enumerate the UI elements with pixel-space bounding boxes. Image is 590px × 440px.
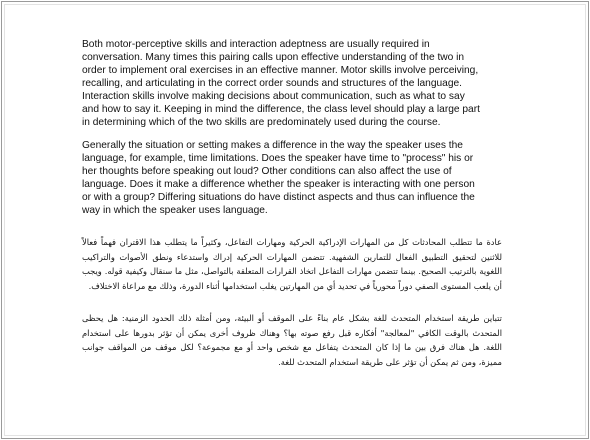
- english-paragraph-2: Generally the situation or setting makes a difference in the way the speaker uses the language, for example, time limitations. Does the speaker have time to "process" his or her thoughts before speaking out loud? Other conditions can also affect the use of language. Does it make a difference whether the speaker is interacting with one person or with a group? Differing situations do have distinct aspects and thus can influence the way in which the speaker uses language.: [82, 140, 475, 217]
- document-page: [1, 1, 589, 439]
- arabic-paragraph-2: تتباين طريقة استخدام المتحدث للغة بشكل عام بناءً على الموقف أو البيئة، ومن أمثلة ذلك الحدود الزمنية: هل يحظى المتحدث بالوقت الكافي "لمعالجة" أفكاره قبل رفع صوته بها؟ وهناك ظروف أخرى يمكن أن تؤثر بدورها على استخدام اللغة. هل هناك فرق بين ما إذا كان المتحدث يتفاعل مع شخص واحد أو مع مجموعة؟ لكل موقف من المواقف جوانب مميزة، ومن ثم يمكن أن تؤثر على طريقة استخدام المتحدث للغة.: [82, 313, 502, 367]
- arabic-paragraph-1: عادة ما تتطلب المحادثات كل من المهارات الإدراكية الحركية ومهارات التفاعل، وكثيراً ما يتطلب هذا الاقتران فهماً فعالاً للاثنين لتحقيق التطبيق الفعال للتمارين الشفهية. تتضمن المهارات الحركية إدراك واستدعاء ونطق الأصوات والتراكيب اللغوية بالترتيب الصحيح. بينما تتضمن مهارات التفاعل اتخاذ القرارات المتعلقة بالتواصل، مثل ما سنقال وكيفية قوله. ويجب أن يلعب المستوى الصفي دوراً محورياً في تحديد أي من المهارتين يغلب استخدامها أثناء الدورة، وذلك مع مراعاة الاختلاف.: [82, 237, 502, 291]
- english-paragraph-1: Both motor-perceptive skills and interaction adeptness are usually required in conversation. Many times this pairing calls upon effective understanding of the two in order to implement oral exercises in an effective manner. Motor skills involve perceiving, recalling, and articulating in the correct order sounds and structures of the language. Interaction skills involve making decisions about communication, such as what to say and how to say it. Keeping in mind the difference, the class level should play a large part in determining which of the two skills are predominately used during the course.: [82, 39, 480, 129]
